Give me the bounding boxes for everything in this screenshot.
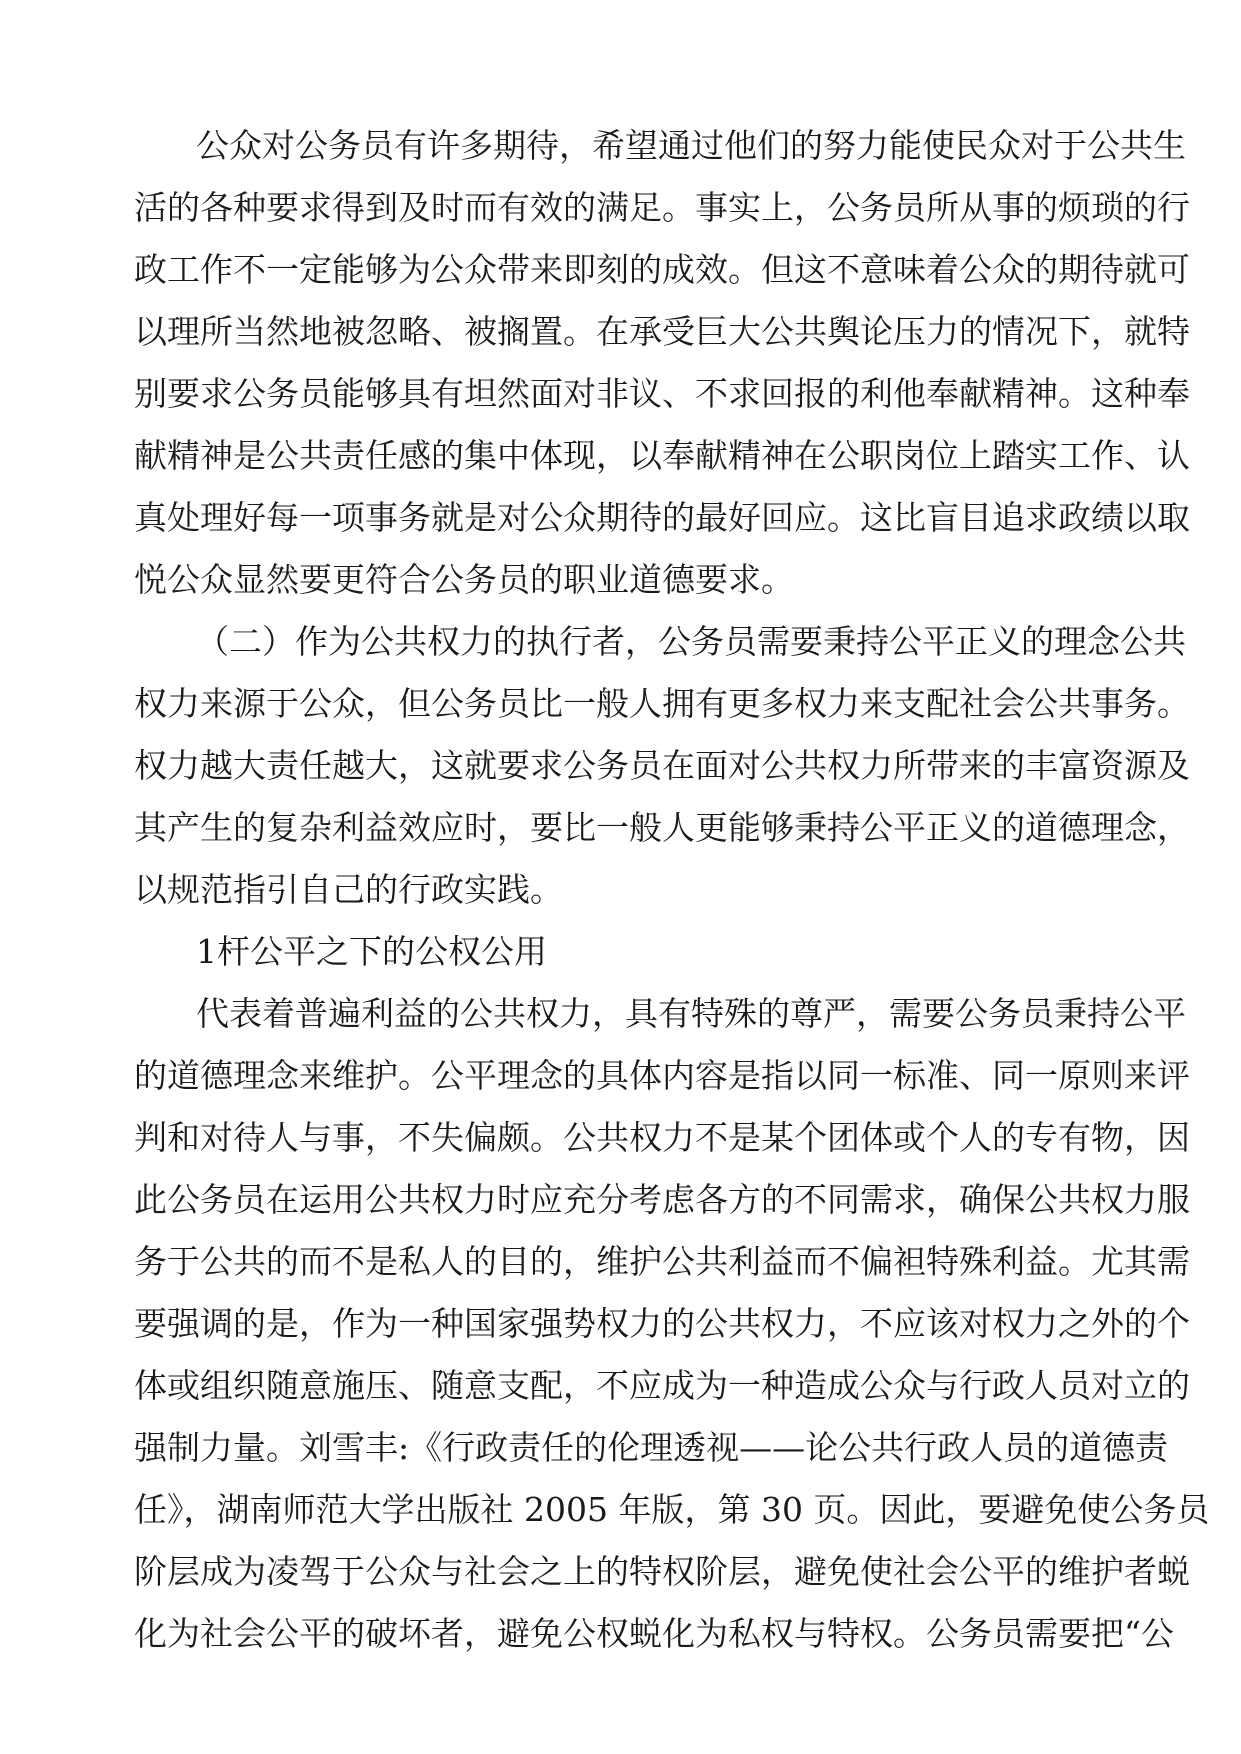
paragraph-line: 以理所当然地被忽略、被搁置。在承受巨大公共舆论压力的情况下，就特 [134,312,1190,351]
paragraph-line: 公众对公务员有许多期待，希望通过他们的努力能使民众对于公共生 [196,126,1186,165]
paragraph-line: 别要求公务员能够具有坦然面对非议、不求回报的利他奉献精神。这种奉 [134,374,1190,413]
paragraph-line: 此公务员在运用公共权力时应充分考虑各方的不同需求，确保公共权力服 [134,1180,1190,1219]
paragraph-line: 要强调的是，作为一种国家强势权力的公共权力，不应该对权力之外的个 [134,1304,1190,1343]
paragraph-line: 悦公众显然要更符合公务员的职业道德要求。 [134,560,794,599]
paragraph-line: 权力越大责任越大，这就要求公务员在面对公共权力所带来的丰富资源及 [134,746,1190,785]
section-heading: （二）作为公共权力的执行者，公务员需要秉持公平正义的理念公共 [196,622,1186,661]
paragraph-line: 体或组织随意施压、随意支配，不应成为一种造成公众与行政人员对立的 [134,1366,1190,1405]
paragraph-line: 真处理好每一项事务就是对公众期待的最好回应。这比盲目追求政绩以取 [134,498,1190,537]
paragraph-line: 阶层成为凌驾于公众与社会之上的特权阶层，避免使社会公平的维护者蜕 [134,1552,1190,1591]
paragraph-line: 其产生的复杂利益效应时，要比一般人更能够秉持公平正义的道德理念， [134,808,1190,847]
paragraph-line: 化为社会公平的破坏者，避免公权蜕化为私权与特权。公务员需要把“公 [134,1614,1174,1653]
paragraph-line: 强制力量。刘雪丰:《行政责任的伦理透视——论公共行政人员的道德责 [134,1428,1169,1467]
paragraph-line: 政工作不一定能够为公众带来即刻的成效。但这不意味着公众的期待就可 [134,250,1190,289]
paragraph-line: 权力来源于公众，但公务员比一般人拥有更多权力来支配社会公共事务。 [134,684,1190,723]
subsection-heading: 1杆公平之下的公权公用 [196,932,547,971]
paragraph-line: 的道德理念来维护。公平理念的具体内容是指以同一标准、同一原则来评 [134,1056,1190,1095]
paragraph-line: 判和对待人与事，不失偏颇。公共权力不是某个团体或个人的专有物，因 [134,1118,1190,1157]
paragraph-line: 活的各种要求得到及时而有效的满足。事实上，公务员所从事的烦琐的行 [134,188,1190,227]
paragraph-line: 献精神是公共责任感的集中体现，以奉献精神在公职岗位上踏实工作、认 [134,436,1190,475]
paragraph-line: 任》，湖南师范大学出版社 2005 年版，第 30 页。因此，要避免使公务员 [134,1490,1210,1529]
paragraph-line: 以规范指引自己的行政实践。 [134,870,563,909]
paragraph-line: 务于公共的而不是私人的目的，维护公共利益而不偏袒特殊利益。尤其需 [134,1242,1190,1281]
paragraph-line: 代表着普遍利益的公共权力，具有特殊的尊严，需要公务员秉持公平 [196,994,1186,1033]
